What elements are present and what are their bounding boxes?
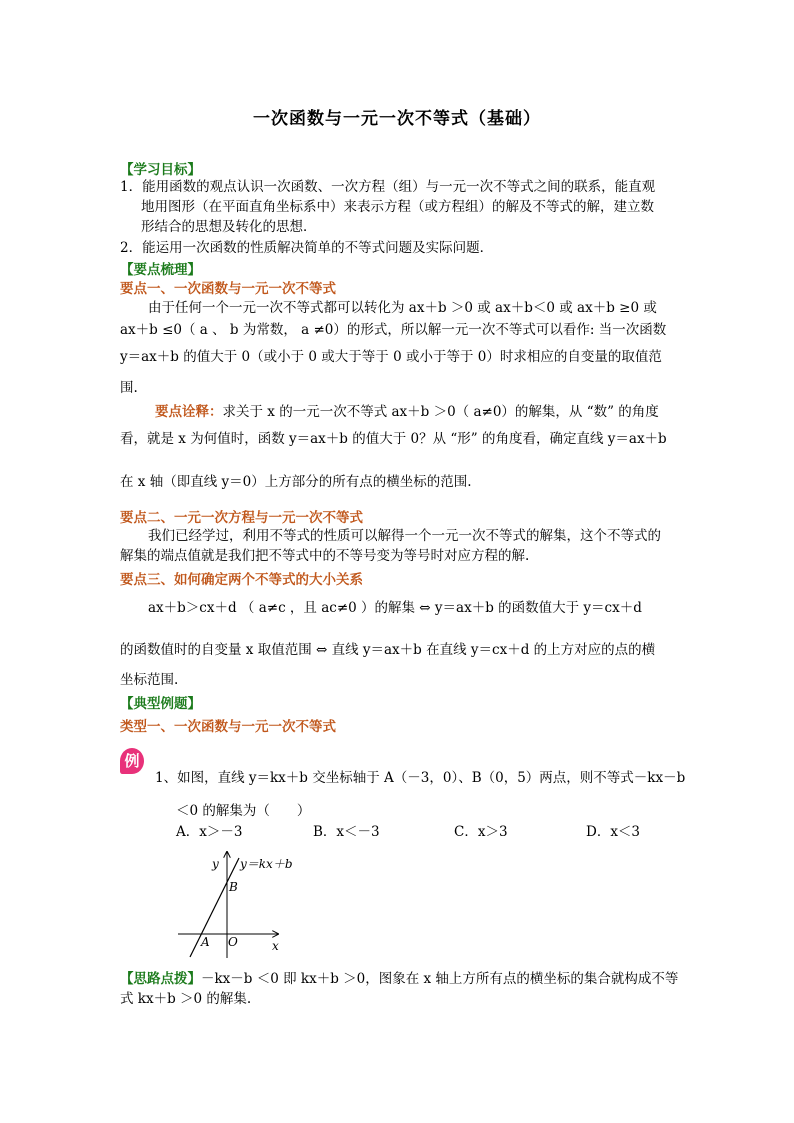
point-3-line-2: 的函数值时的自变量 x 取值范围 ⇔ 直线 y＝ax＋b 在直线 y＝cx＋d 的上方对应的点的横 [120,642,656,658]
hint-label: 【思路点拨】 [120,971,201,987]
page-title: 一次函数与一元一次不等式（基础） [253,109,541,129]
examples-heading: 【典型例题】 [120,696,201,712]
goal-1-line-3: 形结合的思想及转化的思想． [141,219,317,235]
point-b-label: B [229,880,238,894]
option-c: C．x＞3 [454,824,508,840]
x-axis-label: x [272,939,279,953]
point-3-line-3: 坐标范围. [120,672,179,688]
type-1-title: 类型一、一次函数与一元一次不等式 [120,719,336,735]
point-1-line-2: ax＋b ≤0（ a 、 b 为常数， a ≠0）的形式，所以解一元一次不等式可以看作: 当一次函数 [120,322,667,338]
goal-2: 2．能运用一次函数的性质解决简单的不等式问题及实际问题． [120,240,494,256]
point-2-title: 要点二、一元一次方程与一元一次不等式 [120,510,363,526]
option-d: D．x＜3 [586,824,641,840]
learning-goals-heading: 【学习目标】 [120,162,201,178]
point-3-title: 要点三、如何确定两个不等式的大小关系 [120,572,363,588]
point-1-title: 要点一、一次函数与一元一次不等式 [120,281,336,297]
explanation-line-2: 看，就是 x 为何值时，函数 y＝ax＋b 的值大于 0？从 “形” 的角度看，确定直线 y＝ax＋b [120,431,667,447]
question-1-line-1: 1、如图，直线 y＝kx＋b 交坐标轴于 A（－3，0）、B（0，5）两点，则不等式－kx－b [155,770,686,786]
explanation-label: 要点诠释： [155,404,223,420]
point-1-line-1: 由于任何一个一元一次不等式都可以转化为 ax＋b ＞0 或 ax＋b＜0 或 ax＋b ≥0 或 [148,300,657,316]
hint-line-2: 式 kx＋b ＞0 的解集. [120,991,252,1007]
point-1-line-4: 围. [120,380,138,396]
line-equation-label: y＝kx＋b [240,857,293,871]
example-badge: 例 [120,748,144,774]
point-2-line-2: 解集的端点值就是我们把不等式中的不等号变为等号时对应方程的解. [120,548,530,564]
origin-label: O [228,935,238,949]
explanation-line-1: 求关于 x 的一元一次不等式 ax＋b ＞0（ a≠0）的解集，从 “数” 的角度 [222,404,659,420]
option-b: B．x＜－3 [313,824,380,840]
hint-line-1: －kx－b ＜0 即 kx＋b ＞0，图象在 x 轴上方所有点的横坐标的集合就构成不等 [201,971,679,987]
y-axis-label: y [212,857,219,871]
point-2-line-1: 我们已经学过，利用不等式的性质可以解得一个一元一次不等式的解集，这个不等式的 [148,528,661,544]
goal-1-line-1: 1．能用函数的观点认识一次函数、一次方程（组）与一元一次不等式之间的联系，能直观 [120,179,656,195]
key-points-heading: 【要点梳理】 [120,262,201,278]
point-a-label: A [201,935,210,949]
explanation-line-3: 在 x 轴（即直线 y＝0）上方部分的所有点的横坐标的范围. [120,474,472,490]
question-1-line-2: ＜0 的解集为（ ） [176,803,311,819]
point-1-line-3: y＝ax＋b 的值大于 0（或小于 0 或大于等于 0 或小于等于 0）时求相应的自变量的取值范 [120,349,662,365]
goal-1-line-2: 地用图形（在平面直角坐标系中）来表示方程（或方程组）的解及不等式的解，建立数 [141,199,654,215]
example-graph [170,850,310,962]
option-a: A．x＞－3 [176,824,243,840]
point-3-line-1: ax＋b＞cx＋d （ a≠c ，且 ac≠0 ）的解集 ⇔ y＝ax＋b 的函数值大于 y＝cx＋d [148,600,642,616]
